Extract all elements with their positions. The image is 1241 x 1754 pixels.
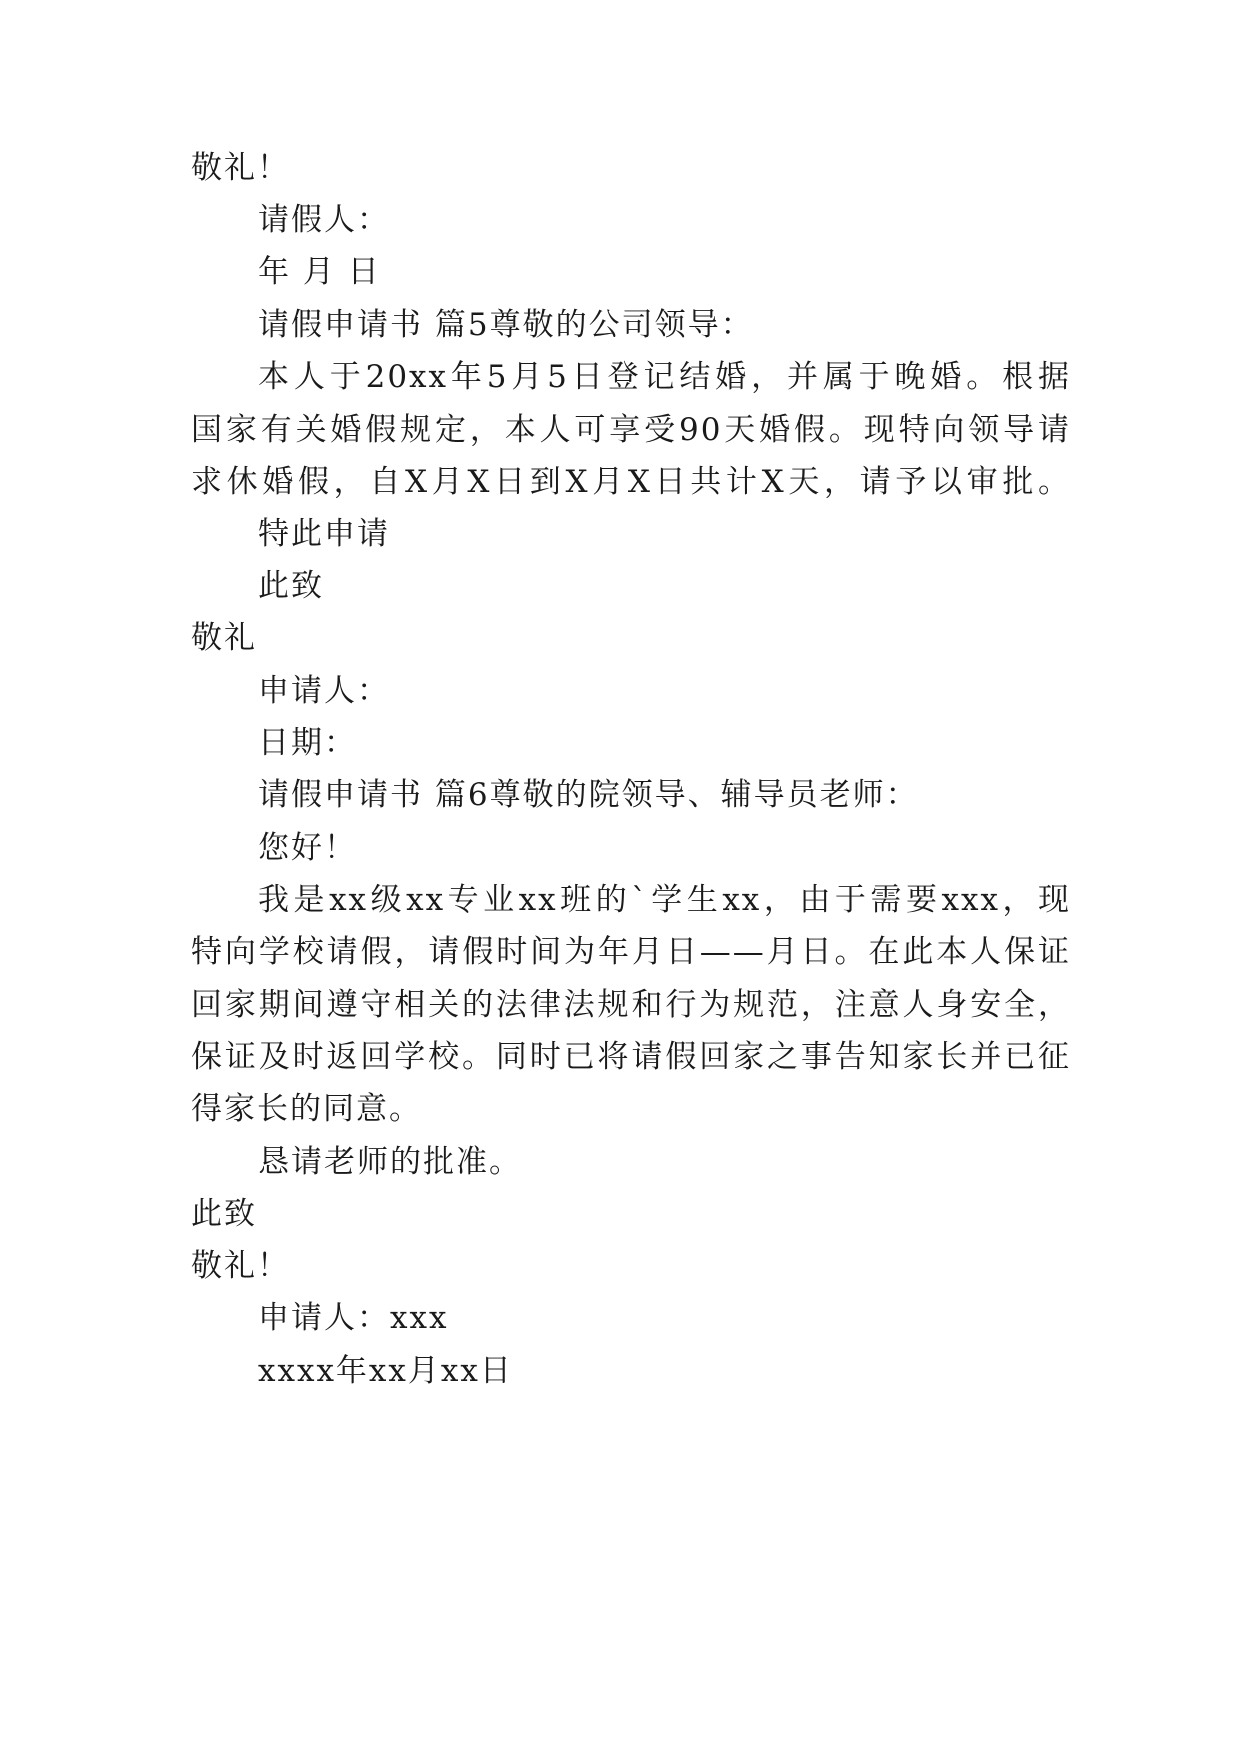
closing-salute-3: 敬礼！: [191, 1248, 290, 1284]
special-request-text: 特此申请: [258, 516, 390, 552]
section-6-paragraph-line-1: 我是xx级xx专业xx班的`学生xx，由于需要xxx，现: [258, 882, 1071, 918]
closing-cizhi-2: 此致: [191, 1196, 257, 1232]
section-5-heading: 请假申请书 篇5尊敬的公司领导：: [258, 307, 754, 343]
date-placeholder-1: 年 月 日: [258, 254, 381, 290]
section-6-paragraph-line-3: 回家期间遵守相关的法律法规和行为规范，注意人身安全，: [191, 987, 1071, 1023]
closing-salute-2: 敬礼: [191, 620, 257, 656]
closing-cizhi-1: 此致: [258, 568, 324, 604]
section-6-paragraph-line-4: 保证及时返回学校。同时已将请假回家之事告知家长并已征: [191, 1039, 1071, 1075]
applicant-label-1: 请假人：: [258, 202, 390, 238]
section-5-paragraph-line-2: 国家有关婚假规定，本人可享受90天婚假。现特向领导请: [191, 412, 1071, 448]
section-6-paragraph-line-2: 特向学校请假，请假时间为年月日——月日。在此本人保证: [191, 934, 1071, 970]
applicant-signature: 申请人：xxx: [258, 1300, 449, 1336]
section-6-heading: 请假申请书 篇6尊敬的院领导、辅导员老师：: [258, 777, 919, 813]
date-label: 日期：: [258, 725, 357, 761]
section-5-paragraph-line-1: 本人于20xx年5月5日登记结婚，并属于晚婚。根据: [258, 359, 1071, 395]
approval-request-text: 恳请老师的批准。: [258, 1144, 522, 1180]
section-6-paragraph-line-5: 得家长的同意。: [191, 1091, 422, 1127]
greeting-text: 您好！: [258, 830, 357, 866]
applicant-label-2: 申请人：: [258, 673, 390, 709]
section-5-paragraph-line-3: 求休婚假，自X月X日到X月X日共计X天，请予以审批。: [191, 464, 1071, 500]
signature-date: xxxx年xx月xx日: [258, 1353, 513, 1389]
closing-salute-1: 敬礼！: [191, 150, 290, 186]
